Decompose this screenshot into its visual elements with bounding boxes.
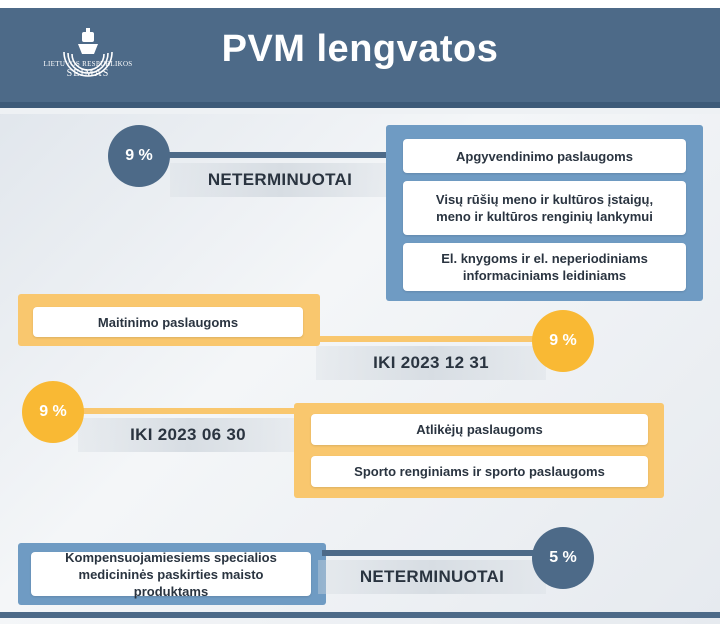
group-3-item-2: Sporto renginiams ir sporto paslaugoms bbox=[311, 456, 648, 487]
group-1-item-3: El. knygoms ir el. neperiodiniams informaciniams leidiniams bbox=[403, 243, 686, 291]
group-2-rate: 9 % bbox=[532, 310, 594, 372]
group-2-term: IKI 2023 12 31 bbox=[316, 346, 546, 380]
footer-divider bbox=[0, 612, 720, 618]
page-title: PVM lengvatos bbox=[221, 28, 499, 70]
top-stripe bbox=[0, 0, 720, 8]
group-1-term: NETERMINUOTAI bbox=[170, 163, 390, 197]
group-4-connector bbox=[322, 550, 544, 556]
group-1-connector bbox=[165, 152, 390, 158]
group-2-connector bbox=[318, 336, 543, 342]
logo-text-line1: LIETUVOS RESPUBLIKOS bbox=[43, 60, 133, 68]
group-3-rate: 9 % bbox=[22, 381, 84, 443]
seimas-logo-icon bbox=[38, 24, 138, 94]
group-3-item-1: Atlikėjų paslaugoms bbox=[311, 414, 648, 445]
group-3-term: IKI 2023 06 30 bbox=[78, 418, 298, 452]
group-1-rate: 9 % bbox=[108, 125, 170, 187]
group-2-item-1: Maitinimo paslaugoms bbox=[33, 307, 303, 337]
header-divider-light bbox=[0, 108, 720, 114]
group-1-item-2: Visų rūšių meno ir kultūros įstaigų, meno ir kultūros renginių lankymui bbox=[403, 181, 686, 235]
group-4-term: NETERMINUOTAI bbox=[318, 560, 546, 594]
logo-text-line2: SEIMAS bbox=[66, 68, 110, 79]
group-1-item-1: Apgyvendinimo paslaugoms bbox=[403, 139, 686, 173]
group-4-rate: 5 % bbox=[532, 527, 594, 589]
group-4-item-1: Kompensuojamiesiems specialios medicininės paskirties maisto produktams bbox=[31, 552, 311, 596]
group-3-connector bbox=[78, 408, 300, 414]
